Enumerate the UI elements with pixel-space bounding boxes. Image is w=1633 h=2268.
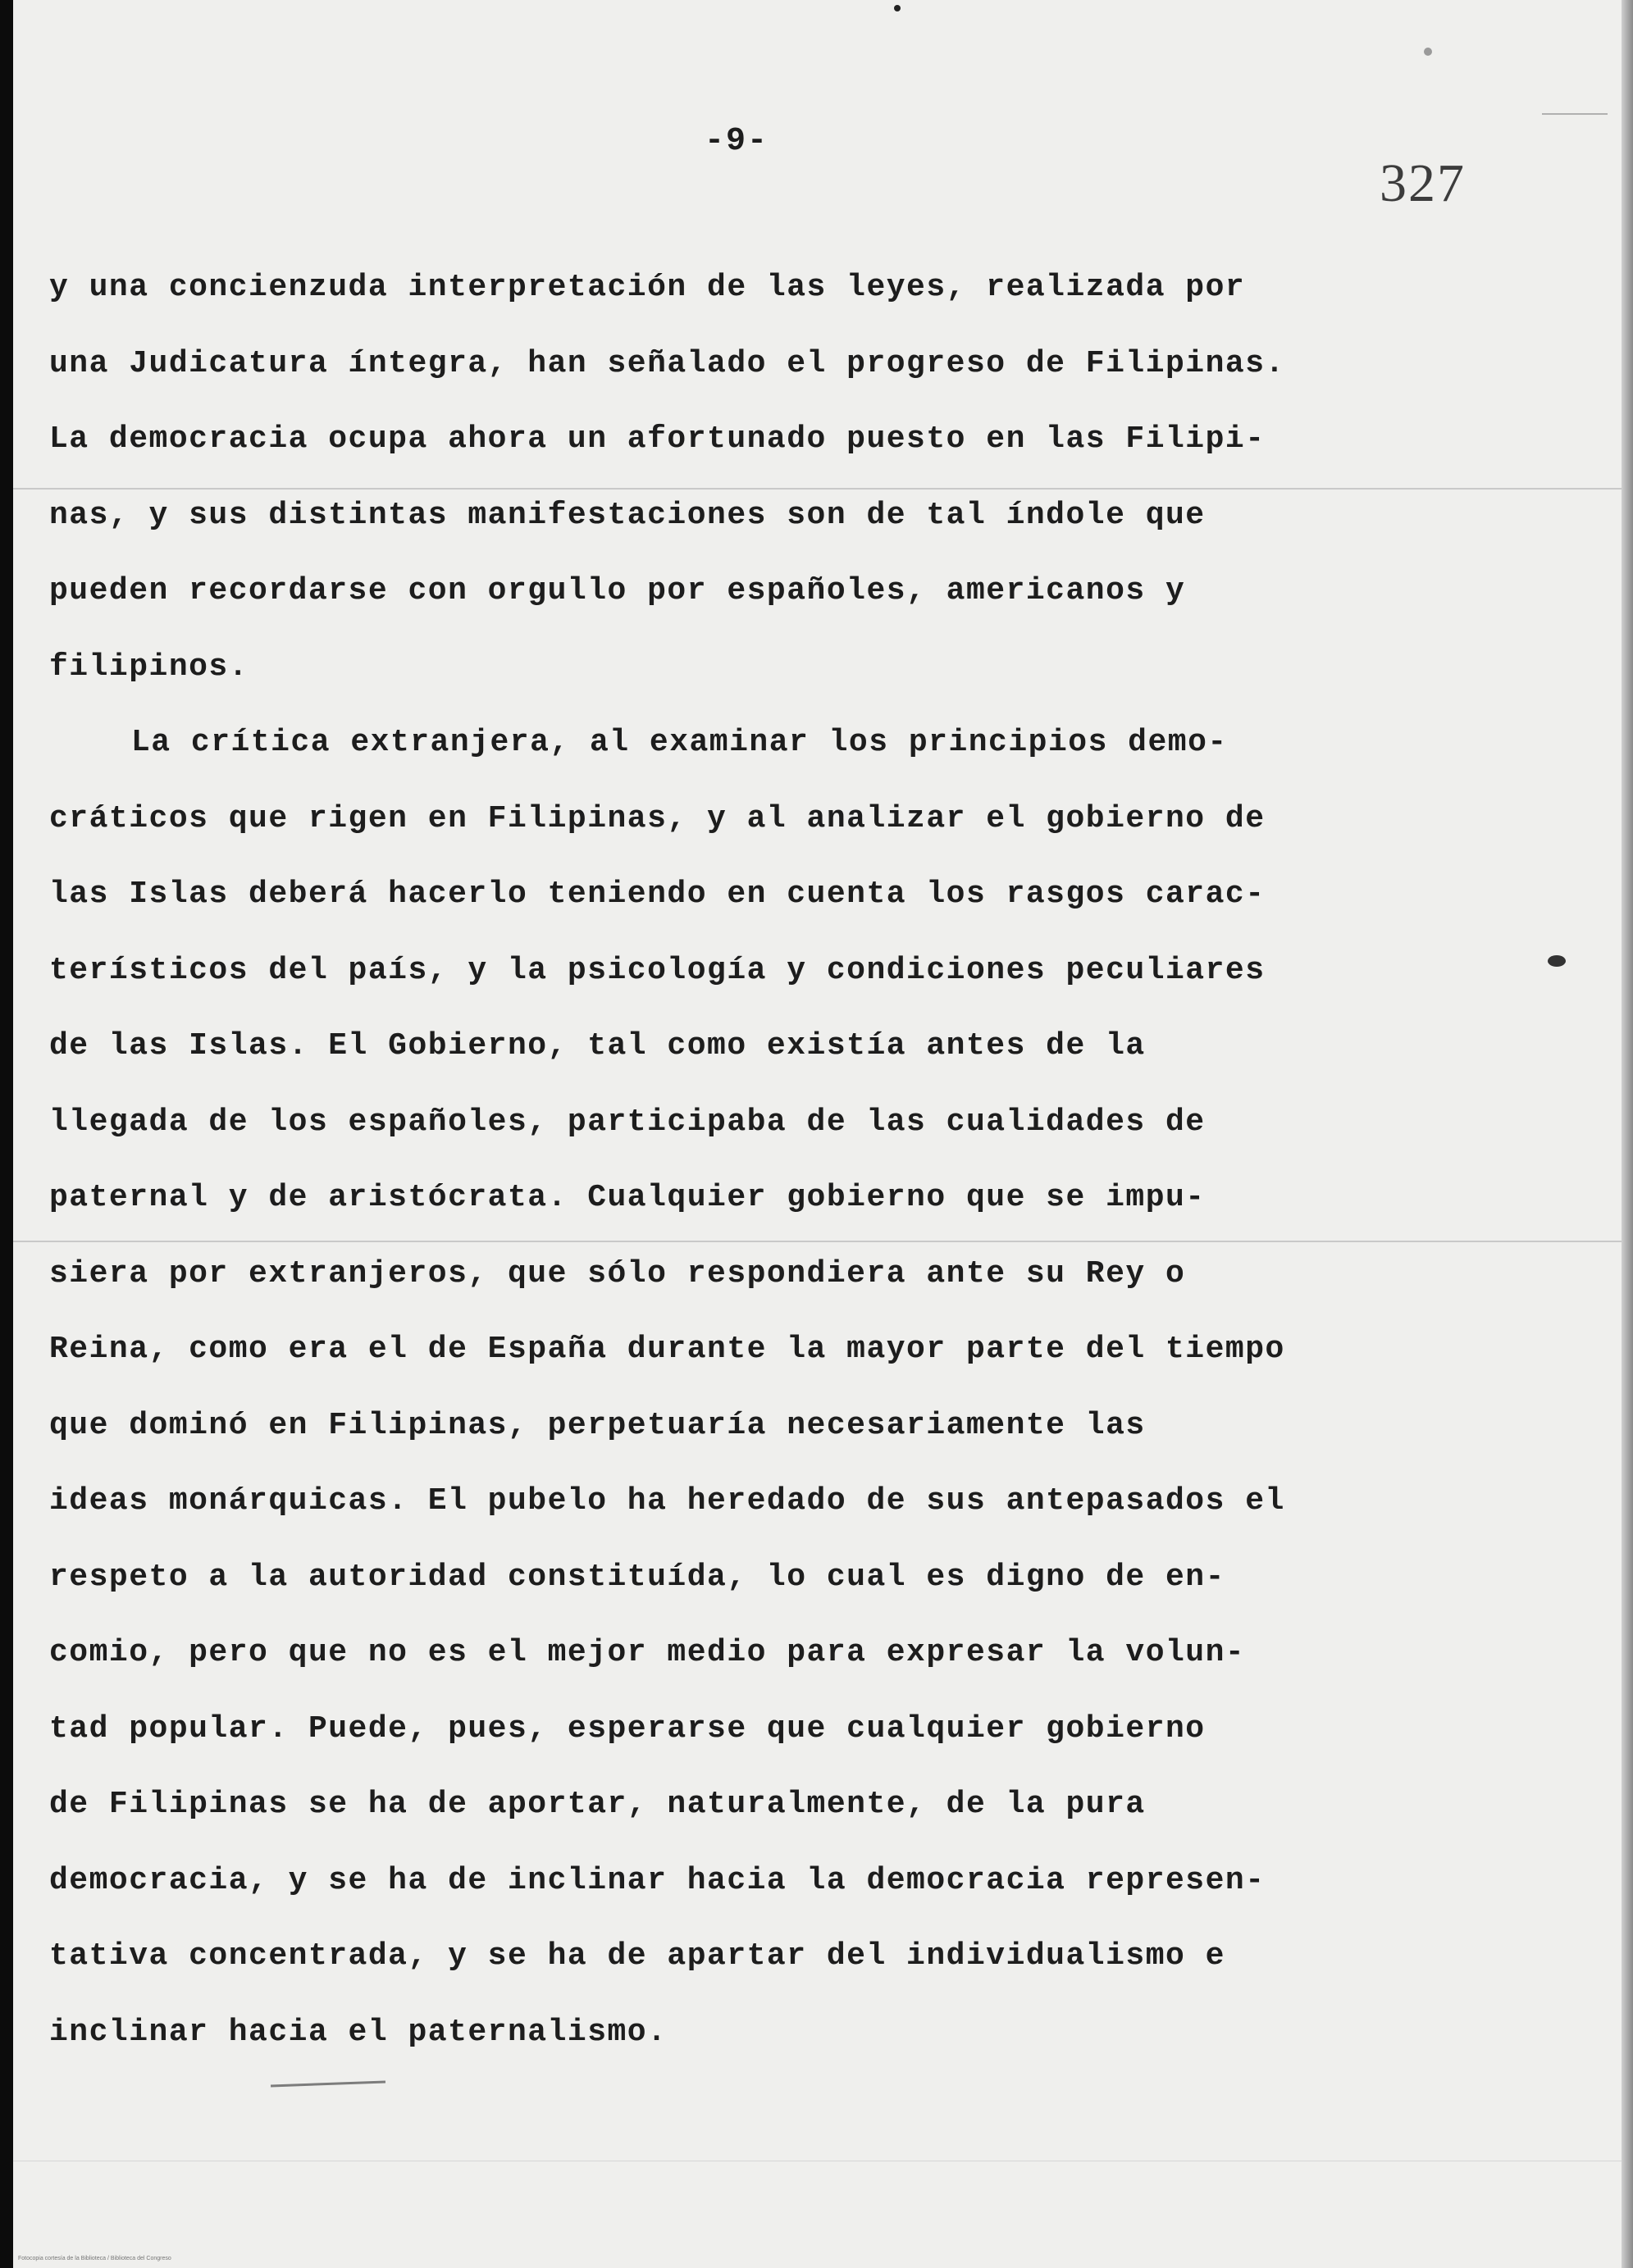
scan-right-edge [1622, 0, 1633, 2268]
text-line: Reina, como era el de España durante la mayor parte del tiempo [49, 1332, 1285, 1367]
text-line: ideas monárquicas. El pubelo ha heredado de sus antepasados el [49, 1483, 1285, 1519]
ink-spot [894, 5, 901, 11]
text-line: inclinar hacia el paternalismo. [49, 2014, 668, 2050]
text-line: La democracia ocupa ahora un afortunado puesto en las Filipi- [49, 421, 1266, 457]
text-line: que dominó en Filipinas, perpetuaría necesariamente las [49, 1407, 1146, 1443]
scan-left-edge [0, 0, 13, 2268]
text-line: tad popular. Puede, pues, esperarse que cualquier gobierno [49, 1710, 1206, 1747]
ink-spot [1548, 955, 1566, 967]
text-line: terísticos del país, y la psicología y condiciones peculiares [49, 952, 1266, 988]
text-line: llegada de los españoles, participaba de las cualidades de [49, 1104, 1206, 1140]
page-number: -9- [704, 123, 769, 160]
text-line: pueden recordarse con orgullo por españoles, americanos y [49, 573, 1186, 608]
scan-rule [1542, 113, 1608, 115]
text-line: las Islas deberá hacerlo teniendo en cuenta los rasgos carac- [49, 877, 1266, 912]
footer-credit: Fotocopia cortesía de la Biblioteca / Biblioteca del Congreso [18, 2256, 171, 2261]
pen-mark [271, 2081, 385, 2088]
text-line: respeto a la autoridad constituída, lo cual es digno de en- [49, 1559, 1225, 1595]
text-line: tativa concentrada, y se ha de apartar del individualismo e [49, 1938, 1225, 1974]
text-line: democracia, y se ha de inclinar hacia la democracia represen- [49, 1862, 1266, 1898]
text-line: siera por extranjeros, que sólo respondiera ante su Rey o [49, 1255, 1186, 1291]
archive-stamp-number: 327 [1380, 153, 1466, 213]
text-line: una Judicatura íntegra, han señalado el progreso de Filipinas. [49, 345, 1285, 381]
text-line: de Filipinas se ha de aportar, naturalmente, de la pura [49, 1787, 1146, 1822]
text-line: nas, y sus distintas manifestaciones son de tal índole que [49, 497, 1206, 533]
text-line: de las Islas. El Gobierno, tal como existía antes de la [49, 1028, 1146, 1063]
text-line: comio, pero que no es el mejor medio para expresar la volun- [49, 1635, 1246, 1670]
text-line: La crítica extranjera, al examinar los principios demo- [131, 725, 1228, 760]
text-line: paternal y de aristócrata. Cualquier gobierno que se impu- [49, 1180, 1206, 1215]
body-text [49, 250, 1460, 2070]
text-line: y una concienzuda interpretación de las leyes, realizada por [49, 270, 1246, 305]
ink-spot [1424, 48, 1432, 56]
text-line: filipinos. [49, 649, 249, 685]
text-line: cráticos que rigen en Filipinas, y al analizar el gobierno de [49, 800, 1266, 836]
